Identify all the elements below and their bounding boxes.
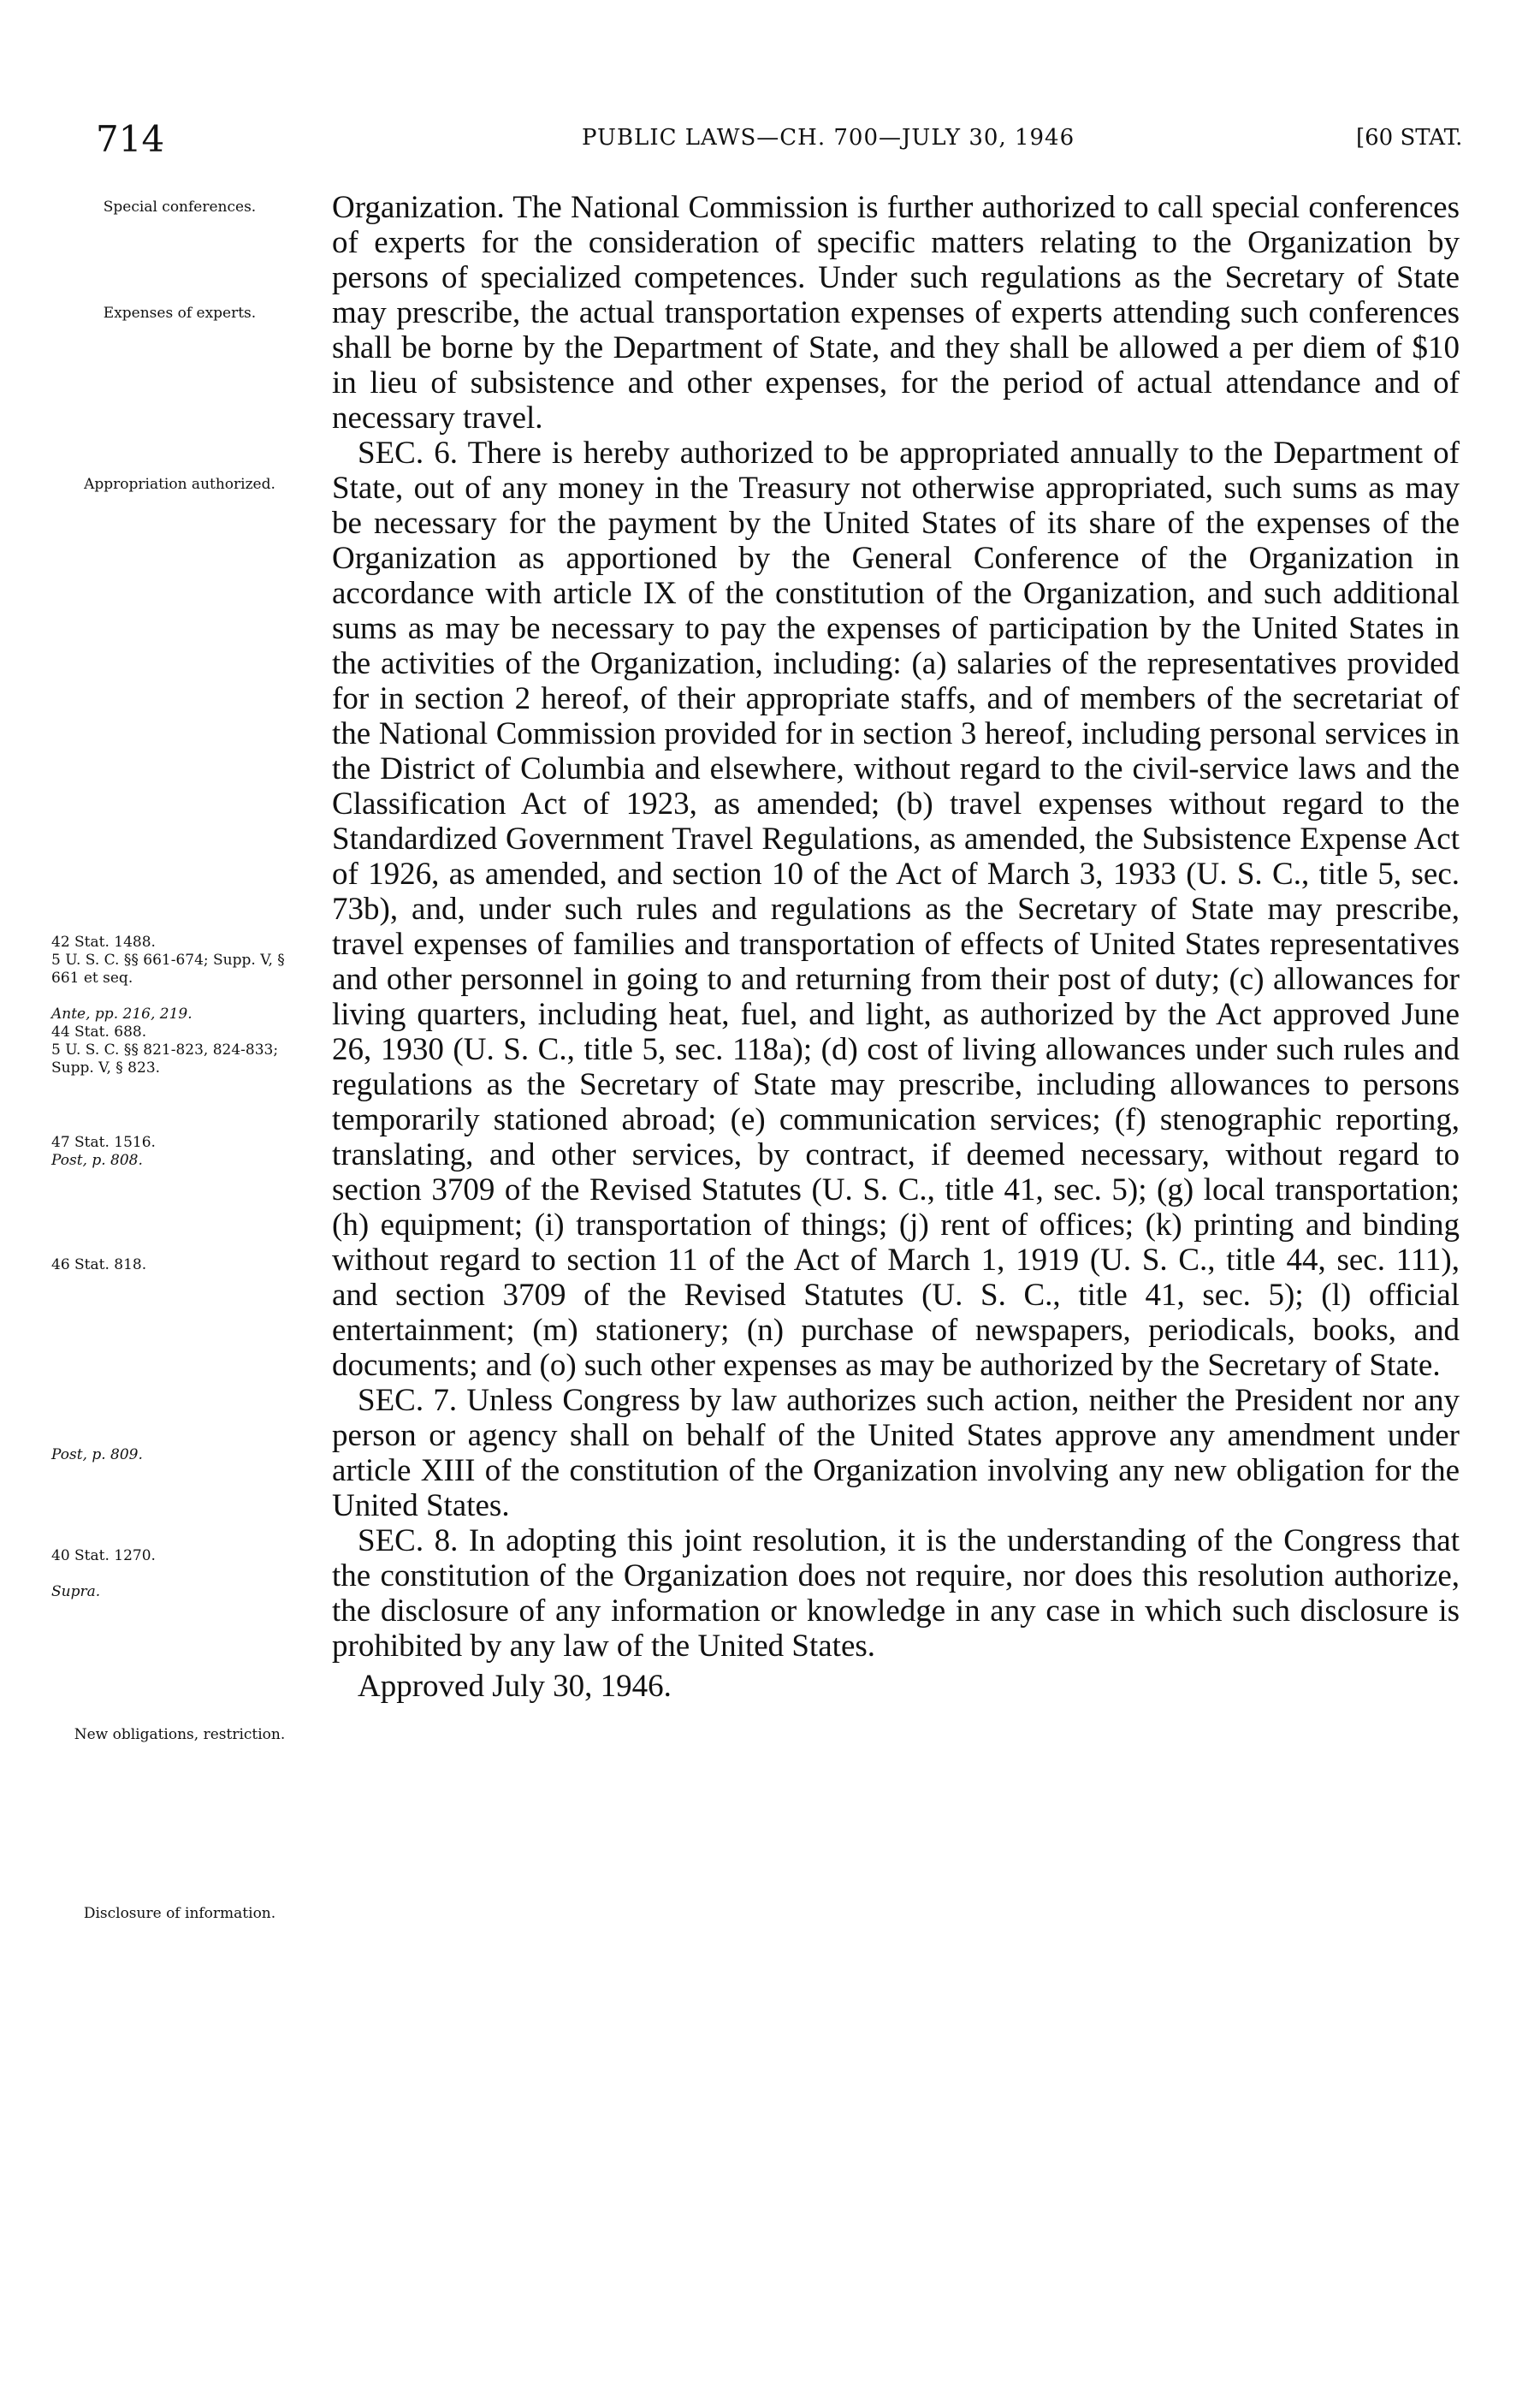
margin-note: Special conferences. [103,199,257,216]
margin-note: 5 U. S. C. §§ 821-823, 824-833; Supp. V, § 823. [51,1041,279,1077]
margin-note: Expenses of experts. [103,305,257,322]
main-text [332,190,1460,1704]
margin-note: 46 Stat. 818. [51,1256,147,1273]
margin-note: Disclosure of information. [83,1905,276,1922]
page-number: 714 [96,118,165,160]
margin-note: Post, p. 808. [51,1152,143,1169]
margin-note: Appropriation authorized. [84,476,275,493]
stat-reference: [60 STAT. [1356,125,1463,151]
paragraph: Organization. The National Commission is further authorized to call special conferences of experts for the consideration of specific matters relating to the Organization by persons of specialized competences. Under such regulations as the Secretary of State may prescribe, the actual transportation expenses of experts attending such conferences shall be borne by the Department of State, and they shall be allowed a per diem of $10 in lieu of subsistence and other expenses, for the period of actual attendance and of necessary travel. [332,190,1460,436]
margin-note: 42 Stat. 1488. [51,934,156,951]
running-head: PUBLIC LAWS—CH. 700—JULY 30, 1946 [582,125,1075,151]
margin-note: Post, p. 809. [51,1446,143,1463]
page-header [0,118,1540,161]
approval-line: Approved July 30, 1946. [358,1669,672,1704]
margin-note: 5 U. S. C. §§ 661-674; Supp. V, § 661 et seq. [51,952,285,987]
margin-note: New obligations, restriction. [74,1726,286,1743]
margin-note: 40 Stat. 1270. [51,1547,156,1564]
paragraph: SEC. 8. In adopting this joint resolution, it is the understanding of the Congress that the constitution of the Organization does not require, nor does this resolution authorize, the disclosure of any information or knowledge in any case in which such disclosure is prohibited by any law of the United States. [332,1523,1460,1664]
paragraph: SEC. 6. There is hereby authorized to be appropriated annually to the Department of State, out of any money in the Treasury not otherwise appropriated, such sums as may be necessary for the payment by the United States of its share of the expenses of the Organization as apportioned by the General Conference of the Organization in accordance with article IX of the constitution of the Organization, and such additional sums as may be necessary to pay the expenses of participation by the United States in the activities of the Organization, including: (a) salaries of the representatives provided for in section 2 hereof, of their appropriate staffs, and of members of the secretariat of the National Commission provided for in section 3 hereof, including personal services in the District of Columbia and elsewhere, without regard to the civil-service laws and the Classification Act of 1923, as amended; (b) travel expenses without regard to the Standardized Government Travel Regulations, as amended, the Subsistence Expense Act of 1926, as amended, and section 10 of the Act of March 3, 1933 (U. S. C., title 5, sec. 73b), and, under such rules and regulations as the Secretary of State may prescribe, travel expenses of families and transportation of effects of United States representatives and other personnel in going to and returning from their post of duty; (c) allowances for living quarters, including heat, fuel, and light, as authorized by the Act approved June 26, 1930 (U. S. C., title 5, sec. 118a); (d) cost of living allowances under such rules and regulations as the Secretary of State may prescribe, including allowances to persons temporarily stationed abroad; (e) communication services; (f) stenographic reporting, translating, and other services, by contract, if deemed necessary, without regard to section 3709 of the Revised Statutes (U. S. C., title 41, sec. 5); (g) local transportation; (h) equipment; (i) transportation of things; (j) rent of offices; (k) printing and binding without regard to section 11 of the Act of March 1, 1919 (U. S. C., title 44, sec. 111), and section 3709 of the Revised Statutes (U. S. C., title 41, sec. 5); (l) official entertainment; (m) stationery; (n) purchase of newspapers, periodicals, books, and documents; and (o) such other expenses as may be authorized by the Secretary of State. [332,436,1460,1383]
paragraph: SEC. 7. Unless Congress by law authorizes such action, neither the President nor any person or agency shall on behalf of the United States approve any amendment under article XIII of the constitution of the Organization involving any new obligation for the United States. [332,1383,1460,1523]
margin-note: Ante, pp. 216, 219. [51,1006,192,1023]
margin-note: Supra. [51,1583,101,1600]
margin-note: 47 Stat. 1516. [51,1134,156,1151]
margin-note: 44 Stat. 688. [51,1024,147,1041]
